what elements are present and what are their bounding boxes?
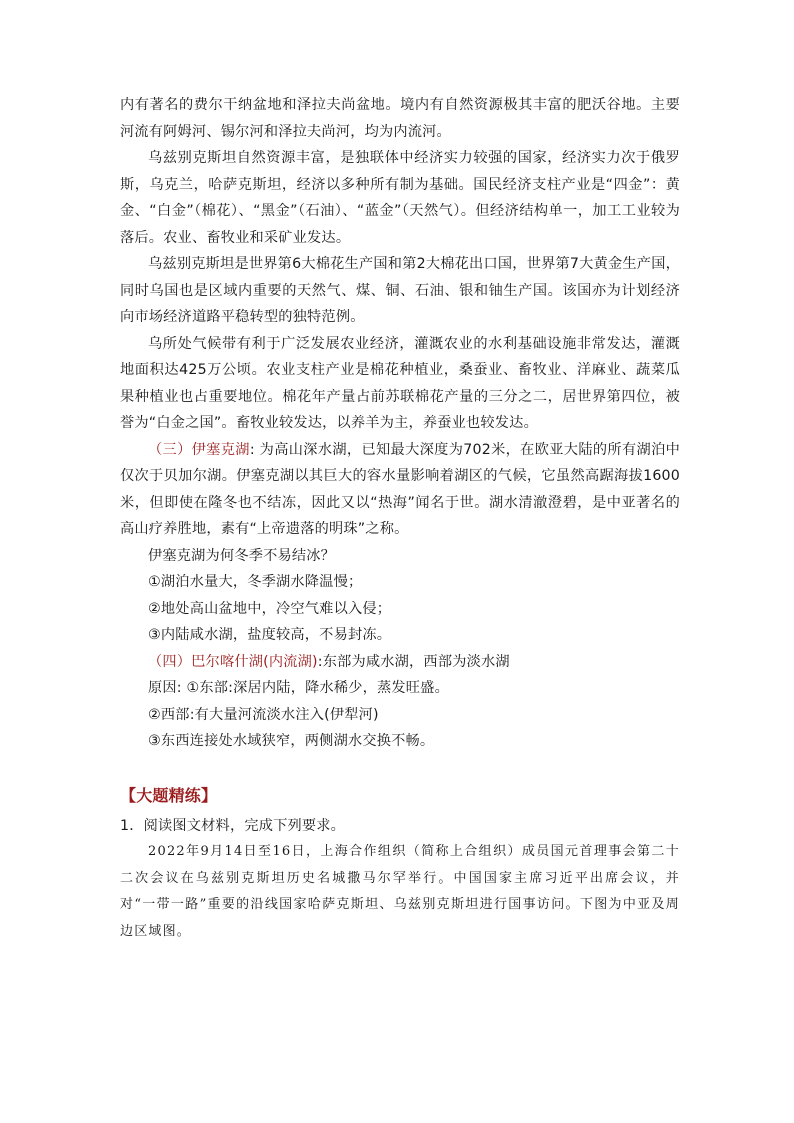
issyk-kul-question: 伊塞克湖为何冬季不易结冰？ [148, 547, 336, 564]
paragraph-resources: 乌兹别克斯坦自然资源丰富，是独联体中经济实力较强的国家，经济实力次于俄罗斯，乌克兰，哈萨克斯坦，经济以多种所有制为基础。国民经济支柱产业是“四金”：黄金、“白金”（棉花）、“黑金”（石油）、“蓝金”（天然气）。但经济结构单一，加工工业较为落后。农业、畜牧业和采矿业发达。 [120, 150, 680, 246]
section-balkhash [120, 649, 680, 676]
section-balkhash-label: （四）巴尔喀什湖(内流湖) [148, 653, 318, 670]
balkhash-reason-1: 原因: ①东部:深居内陆，降水稀少，蒸发旺盛。 [148, 680, 449, 696]
section-issyk-kul-label: （三）伊塞克湖 [148, 441, 250, 458]
document-body [120, 92, 680, 945]
issyk-kul-answer-3: ③内陆咸水湖，盐度较高，不易封冻。 [148, 627, 392, 643]
question-1-prompt: 1．阅读图文材料，完成下列要求。 [120, 817, 346, 834]
practice-heading: 【大题精练】 [120, 785, 218, 805]
balkhash-reason-2: ②西部:有大量河流淡水注入(伊犁河) [148, 706, 379, 723]
paragraph-cotton-gold: 乌兹别克斯坦是世界第6大棉花生产国和第2大棉花出口国，世界第7大黄金生产国，同时乌国也是区域内重要的天然气、煤、铜、石油、银和铀生产国。该国亦为计划经济向市场经济道路平稳转型的独特范例。 [120, 256, 680, 325]
paragraph-terrain: 内有著名的费尔干纳盆地和泽拉夫尚盆地。境内有自然资源极其丰富的肥沃谷地。主要河流有阿姆河、锡尔河和泽拉夫尚河，均为内流河。 [120, 97, 680, 140]
issyk-kul-answer-2: ②地处高山盆地中，冷空气难以入侵； [148, 600, 392, 617]
material-paragraph: 2022年9月14日至16日，上海合作组织（简称上合组织）成员国元首理事会第二十二次会议在乌兹别克斯坦历史名城撒马尔罕举行。中国国家主席习近平出席会议，并对“一带一路”重要的沿线国家哈萨克斯坦、乌兹别克斯坦进行国事访问。下图为中亚及周边区域图。 [120, 844, 680, 939]
section-issyk-kul [120, 437, 680, 543]
question-1-material [120, 839, 680, 945]
issyk-kul-answer-1: ①湖泊水量大，冬季湖水降温慢； [148, 574, 363, 590]
section-balkhash-text: :东部为咸水湖，西部为淡水湖 [317, 653, 510, 670]
paragraph-agriculture: 乌所处气候带有利于广泛发展农业经济，灌溉农业的水利基础设施非常发达，灌溉地面积达425万公顷。农业支柱产业是棉花种植业，桑蚕业、畜牧业、洋麻业、蔬菜瓜果种植业也占重要地位。棉花年产量占前苏联棉花产量的三分之二，居世界第四位，被誉为“白金之国”。畜牧业较发达，以养羊为主，养蚕业也较发达。 [120, 335, 680, 431]
balkhash-reason-3: ③东西连接处水域狭窄，两侧湖水交换不畅。 [148, 733, 435, 749]
section-issyk-kul-text: : 为高山深水湖，已知最大深度为702米，在欧亚大陆的所有湖泊中仅次于贝加尔湖。伊塞克湖以其巨大的容水量影响着湖区的气候，它虽然高踞海拔1600米，但即使在隆冬也不结冻，因此又以“热海”闻名于世。湖水清澈澄碧，是中亚著名的高山疗养胜地，素有“上帝遗落的明珠”之称。 [120, 441, 680, 537]
